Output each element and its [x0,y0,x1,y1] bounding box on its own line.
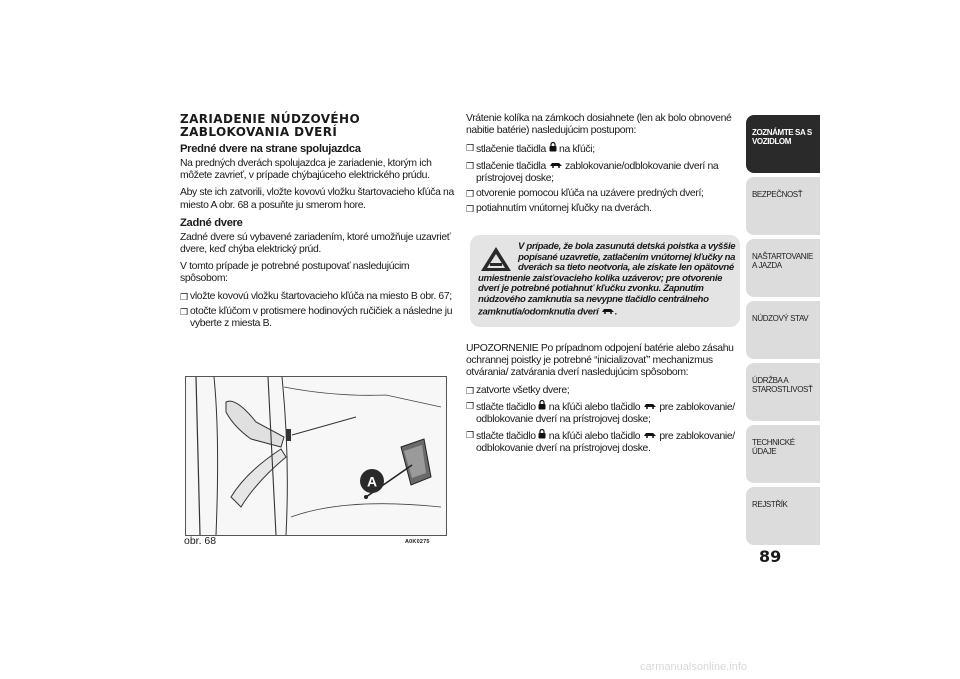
list-item: ❒ stlačenie tlačidla na kľúči; [466,143,595,156]
tab-bezpecnost[interactable]: BEZPEČNOSŤ [746,177,820,235]
middle-column [466,113,740,218]
car-lock-icon [643,430,657,442]
lock-icon [549,142,557,156]
chapter-tabs [746,115,820,549]
car-lock-icon [601,306,615,318]
car-lock-icon [643,401,657,413]
left-column [180,113,458,333]
figure-door-lock [185,376,447,536]
list-item: ❒ potiahnutím vnútornej kľučky na dverách. [466,203,652,215]
figure-caption: obr. 68 [184,535,217,547]
list-item: ❒ otvorenie pomocou kľúča na uzávere predných dverí; [466,187,704,199]
paragraph-note: UPOZORNENIE Po prípadnom odpojení batérie alebo zásahu ochrannej poistky je potrebné “inicializovať” mechanizmus otvárania/ zatvárania dverí nasledujúcim spôsobom: [466,343,734,379]
middle-column-lower [466,343,740,459]
lock-icon [538,429,546,443]
list-item: ❒ zatvorte všetky dvere; [466,384,570,396]
tab-rejstrik[interactable]: REJSTŘÍK [746,487,820,545]
list-item: ❒ stlačenie tlačidla zablokovanie/odblokovanie dverí na prístrojovej doske; [466,160,719,184]
checkbox-bullet-icon: ❒ [180,306,188,317]
list-item: ❒ otočte kľúčom v protismere hodinových ručičiek a následne ju vyberte z miesta B. [180,305,453,330]
car-lock-icon [549,160,563,172]
paragraph: V tomto prípade je potrebné postupovať nasledujúcim spôsobom: [180,261,410,285]
checkbox-bullet-icon: ❒ [466,385,474,396]
paragraph: Vrátenie kolíka na zámkoch dosiahnete (len ak bolo obnovené nabitie batérie) nasledujúcim postupom: [466,113,732,137]
lock-icon [538,400,546,414]
checkbox-bullet-icon: ❒ [466,430,474,441]
checkbox-bullet-icon: ❒ [466,204,474,215]
checkbox-bullet-icon: ❒ [466,400,474,411]
page-number: 89 [759,547,782,566]
tab-technicke-udaje[interactable]: TECHNICKÉ ÚDAJE [746,425,820,483]
checkbox-bullet-icon: ❒ [466,188,474,199]
checkbox-bullet-icon: ❒ [466,143,474,154]
paragraph: Na predných dverách spolujazdca je zariadenie, ktorým ich môžete zavrieť, v prípade chýbajúceho elektrického prúdu. [180,158,432,182]
figure-code: A0K0275 [405,539,430,545]
watermark: carmanualsonline.info [640,661,748,673]
subheading-front-door: Predné dvere na strane spolujazdca [180,143,361,155]
door-lock-illustration [186,377,446,535]
figure-label-a: A [366,473,378,490]
tab-zoznamte-sa[interactable]: ZOZNÁMTE SA S VOZIDLOM [746,115,820,173]
tab-nudzovy-stav[interactable]: NÚDZOVÝ STAV [746,301,820,359]
list-item: ❒ stlačte tlačidlo na kľúči alebo tlačidlo pre zablokovanie/ odblokovanie dverí na prístrojovej doske; [466,400,735,426]
list-item: ❒ stlačte tlačidlo na kľúči alebo tlačidlo pre zablokovanie/ odblokovanie dverí na prístrojovej doske. [466,430,735,455]
list-item: ❒ vložte kovovú vložku štartovacieho kľúča na miesto B obr. 67; [180,290,452,302]
section-title: ZARIADENIE NÚDZOVÉHO ZABLOKOVANIA DVERÍ [180,112,361,139]
checkbox-bullet-icon: ❒ [466,160,474,171]
paragraph: Aby ste ich zatvorili, vložte kovovú vložku štartovacieho kľúča na miesto A obr. 68 a posuňte ju smerom hore. [180,187,454,211]
tab-udrzba[interactable]: ÚDRŽBA A STAROSTLIVOSŤ [746,363,820,421]
warning-box [470,235,740,327]
paragraph: Zadné dvere sú vybavené zariadením, ktoré umožňuje uzavrieť dvere, keď chýba elektrický prúd. [180,231,451,256]
checkbox-bullet-icon: ❒ [180,291,188,302]
warning-text: V prípade, že bola zasunutá detská poistka a vyššie popísané uzavretie, zatlačením vnútornej kľučky na dverách sa tieto neotvoria, ale získate len opätovné umiestnenie zaisťovacieho kolíka uzáverov; pre otvorenie dverí je potrebné potiahnuť kľučku zvonku. Zapnutím núdzového zamknutia sa nevypne tlačidlo centrálneho zamknutia/odomknutia dverí . [478,241,736,317]
subheading-rear-door: Zadné dvere [180,216,243,229]
tab-nastartovanie[interactable]: NAŠTARTOVANIE A JAZDA [746,239,820,297]
